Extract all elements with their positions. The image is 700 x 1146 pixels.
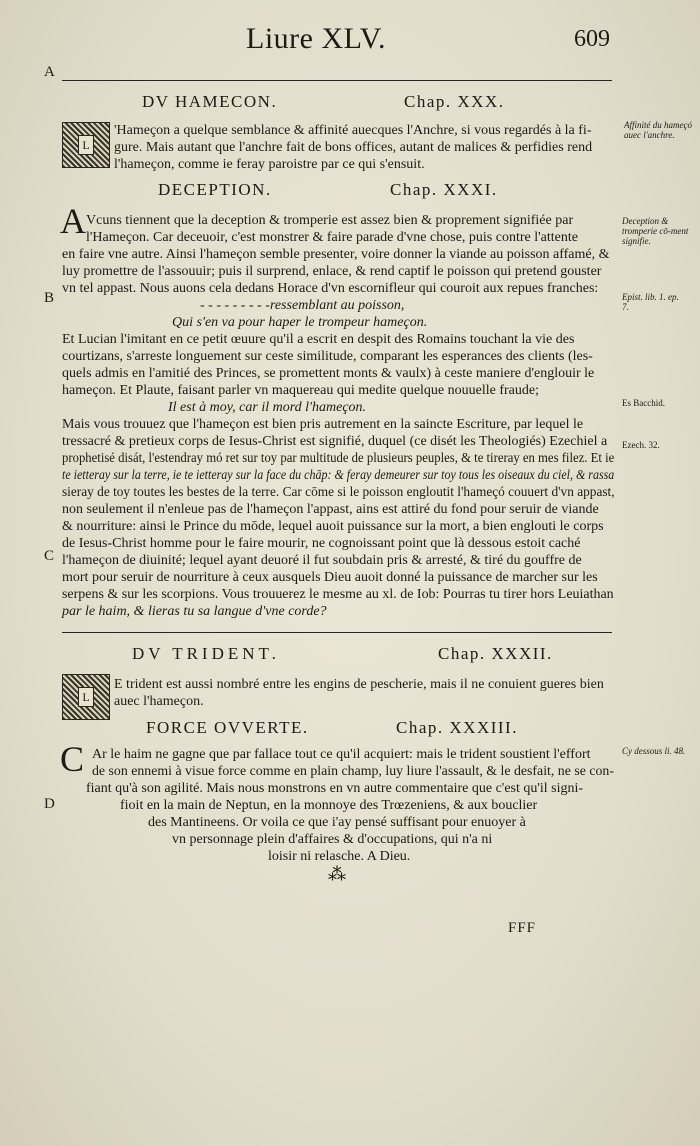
text-line: & nourriture: ainsi le Prince du mōde, lequel auoit puissance sur la mort, a bien englouti le corps	[62, 519, 604, 534]
verse-line: Il est à moy, car il mord l'hameçon.	[168, 400, 367, 415]
marginal-note: Es Bacchid.	[622, 398, 665, 408]
chapter-number: Chap. XXX.	[404, 92, 505, 111]
text-line: serpens & sur les scorpions. Vous trouuerez le mesme au xl. de Iob: Pourras tu tirer hors Leuiathan	[62, 587, 614, 602]
decorated-initial	[62, 122, 110, 168]
running-head-title: Liure XLV.	[246, 22, 386, 55]
section-title: DV HAMECON.	[142, 92, 278, 111]
text-line: prophetisé disát, l'estendray mó ret sur toy par multitude de plusieurs peuples, & te tireray en mes filez. Et ie	[62, 451, 615, 466]
text-line: l'Hameçon. Car deceuoir, c'est monstrer & faire parade d'vne chose, puis contre l'attente	[86, 230, 578, 245]
text-line: par le haim, & lieras tu sa langue d'vne corde?	[62, 604, 327, 619]
text-line: vn personnage plein d'affaires & d'occupations, qui n'a ni	[172, 832, 493, 847]
initial-letter: L	[78, 687, 94, 707]
marginal-note: Affinité du hameçó auec l'anchre.	[624, 120, 692, 140]
header-rule	[62, 80, 612, 81]
text-line: E trident est aussi nombré entre les engins de pescherie, mais il ne conuient gueres bien	[114, 677, 604, 692]
text-line: te ietteray sur la terre, ie te ietteray sur la face du chāp: & feray demeurer sur toy tous les oiseaux du ciel, & rassa	[62, 468, 615, 483]
text-line: fioit en la main de Neptun, en la monnoye des Trœzeniens, & aux bouclier	[120, 798, 538, 813]
verse-line: Qui s'en va pour haper le trompeur hameçon.	[172, 315, 428, 330]
margin-letter-c: C	[44, 548, 55, 564]
text-line: loisir ni relasche. A Dieu.	[268, 849, 411, 864]
text-line: luy promettre de l'assouuir; puis il surprend, enlace, & rend captif le poisson qui pretend gouster	[62, 264, 602, 279]
margin-letter-b: B	[44, 290, 55, 306]
section-title: FORCE OVVERTE.	[146, 718, 309, 737]
text-line: 'Hameçon a quelque semblance & affinité auecques l'Anchre, si vous regardés à la fi-	[114, 123, 592, 138]
text-line: de Iesus-Christ homme pour le faire mourir, ne cognoissant point que là dessous estoit caché	[62, 536, 581, 551]
section-title: DV TRIDENT.	[132, 644, 280, 663]
text-line: sieray de toy toutes les bestes de la terre. Car cōme si le poisson engloutit l'hameçó couuert d'vn appast,	[62, 485, 615, 500]
chapter-number: Chap. XXXII.	[438, 644, 553, 663]
text-line: l'hameçon, comme ie feray paroistre par ce qui s'ensuit.	[114, 157, 425, 172]
signature-mark: FFF	[508, 920, 537, 936]
text-line: des Mantineens. Or voila ce que i'ay pensé suffisant pour enuoyer à	[148, 815, 526, 830]
text-line: non seulement il n'enleue pas de l'hameçon l'appast, ains est attiré du fond pour seruir de viande	[62, 502, 599, 517]
page-number: 609	[574, 26, 610, 52]
marginal-note: Ezech. 32.	[622, 440, 660, 450]
text-line: Et Lucian l'imitant en ce petit œuure qu'il a escrit en despit des Romains touchant la vie des	[62, 332, 575, 347]
section-title: DECEPTION.	[158, 180, 272, 199]
initial-letter: A	[60, 201, 86, 241]
marginal-note: Cy dessous li. 48.	[622, 746, 686, 756]
text-line: de son ennemi à visue force comme en plain champ, luy liure l'assault, & le desfait, ne se con-	[92, 764, 614, 779]
text-line: en faire vne autre. Ainsi l'hameçon semble presenter, voire donner la viande au poisson affamé, &	[62, 247, 610, 262]
initial-letter: C	[60, 739, 85, 779]
text-line: tressacré & pretieux corps de Iesus-Christ est signifié, duquel (ce disét les Theologiés) Ezechiel a	[62, 434, 608, 449]
text-line: auec l'hameçon.	[114, 694, 204, 709]
margin-letter-d: D	[44, 796, 55, 812]
chapter-number: Chap. XXXIII.	[396, 718, 518, 737]
text-line: fiant qu'à son agilité. Mais nous monstrons en vn autre commentaire que c'est qu'il signi-	[86, 781, 584, 796]
verse-line: - - - - - - - - -ressemblant au poisson,	[200, 298, 405, 313]
text-line: hameçon. Et Plaute, faisant parler vn maquereau qui medite quelque nouuelle fraude;	[62, 383, 539, 398]
margin-letter-a: A	[44, 64, 55, 80]
text-line: quels admis en l'amitié des Princes, se promettent monts & vaulx) à ceste maniere d'englouir le	[62, 366, 595, 381]
text-line: vn tel appast. Nous auons cela dedans Horace d'vn escornifleur qui couroit aux repues franches:	[62, 281, 599, 296]
text-line: l'hameçon de diuinité; lequel ayant deuoré il fut soubdain pris & arresté, & tiré du gouffre de	[62, 553, 582, 568]
asterism: ⁂	[328, 864, 346, 884]
text-line: mort pour seruir de nourriture à ceux ausquels Dieu auoit donné la puissance de marcher sur les	[62, 570, 598, 585]
marginal-note: Epist. lib. 1. ep. 7.	[622, 292, 679, 312]
text-line: Vcuns tiennent que la deception & tromperie est assez bien & proprement signifiée par	[86, 213, 574, 228]
decorated-initial	[62, 674, 110, 720]
text-line: gure. Mais autant que l'anchre fait de bons offices, autant de malices & perfidies rend	[114, 140, 593, 155]
initial-letter: L	[78, 135, 94, 155]
chapter-number: Chap. XXXI.	[390, 180, 498, 199]
text-line: Ar le haim ne gagne que par fallace tout ce qu'il acquiert: mais le trident soustient l'effort	[92, 747, 591, 762]
text-line: courtizans, s'arreste longuement sur ceste similitude, comparant les esperances des clients (les-	[62, 349, 593, 364]
section-rule	[62, 632, 612, 633]
text-line: Mais vous trouuez que l'hameçon est bien pris autrement en la saincte Escriture, par lequel le	[62, 417, 584, 432]
marginal-note: Deception & tromperie cō-ment signifie.	[622, 216, 689, 246]
